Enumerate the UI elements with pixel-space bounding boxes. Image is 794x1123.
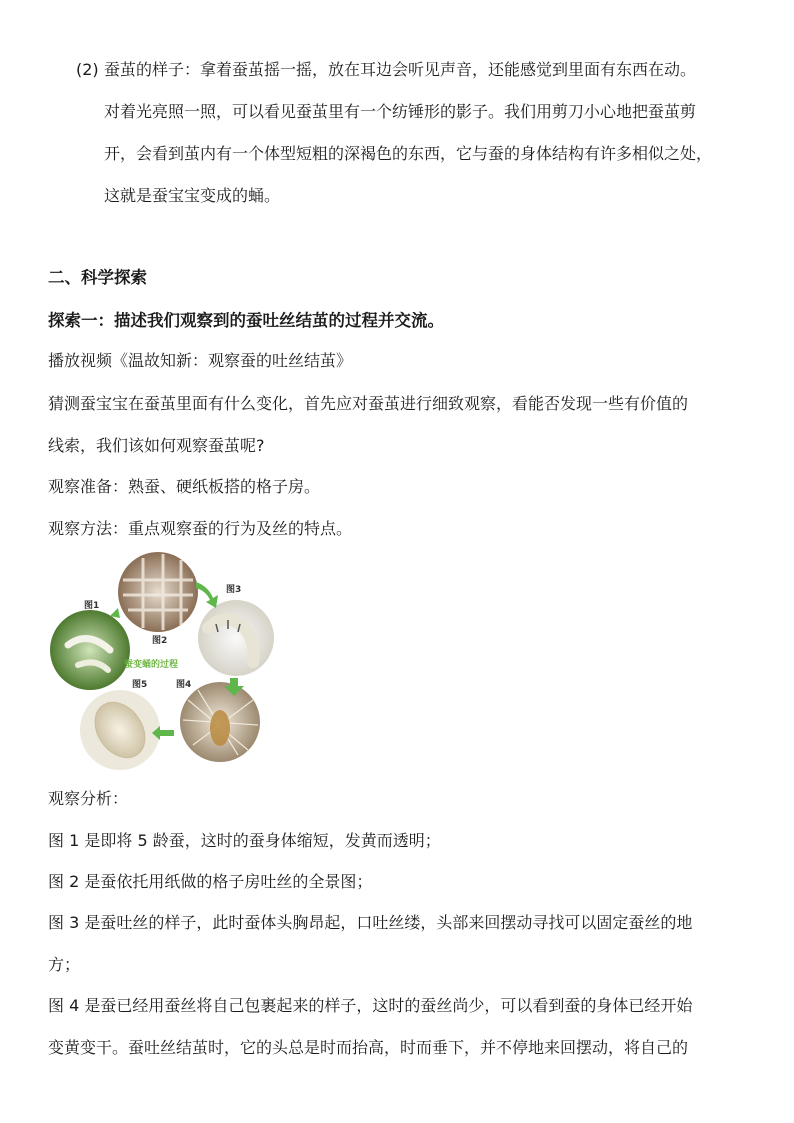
method-line: 观察方法：重点观察蚕的行为及丝的特点。 (48, 519, 353, 538)
paragraph-line: 线索，我们该如何观察蚕茧呢? (48, 436, 265, 455)
prep-line: 观察准备：熟蚕、硬纸板搭的格子房。 (48, 477, 321, 496)
video-line: 播放视频《温故知新：观察蚕的吐丝结茧》 (48, 351, 353, 370)
analysis-line: 图 4 是蚕已经用蚕丝将自己包裹起来的样子，这时的蚕丝尚少，可以看到蚕的身体已经开始 (48, 996, 693, 1015)
paragraph-line: 开，会看到茧内有一个体型短粗的深褐色的东西，它与蚕的身体结构有许多相似之处， (104, 144, 713, 163)
figure-label-2: 图2 (152, 636, 168, 646)
figure-label-4: 图4 (176, 680, 192, 690)
paragraph-line: 这就是蚕宝宝变成的蛹。 (104, 186, 281, 205)
photo-stage-4 (180, 682, 260, 762)
analysis-line: 图 3 是蚕吐丝的样子，此时蚕体头胸昂起，口吐丝缕，头部来回摆动寻找可以固定蚕丝的地 (48, 913, 693, 932)
figure-center-label: 蚕变蛹的过程 (124, 660, 179, 670)
analysis-title: 观察分析： (48, 789, 129, 808)
figure-label-5: 图5 (132, 680, 148, 690)
analysis-line: 方； (48, 955, 81, 974)
photo-stage-5 (80, 690, 160, 770)
section-heading: 二、科学探索 (48, 268, 147, 287)
explore-heading: 探索一：描述我们观察到的蚕吐丝结茧的过程并交流。 (48, 311, 444, 330)
paragraph-line: 蚕茧的样子：拿着蚕茧摇一摇，放在耳边会听见声音，还能感觉到里面有东西在动。 (104, 60, 697, 79)
analysis-line: 图 1 是即将 5 龄蚕，这时的蚕身体缩短，发黄而透明； (48, 831, 441, 850)
analysis-line: 图 2 是蚕依托用纸做的格子房吐丝的全景图； (48, 872, 373, 891)
list-item-number: (2) (76, 60, 99, 79)
figure-label-1: 图1 (84, 601, 100, 611)
photo-stage-3 (198, 600, 274, 676)
paragraph-line: 猜测蚕宝宝在蚕茧里面有什么变化，首先应对蚕茧进行细致观察，看能否发现一些有价值的 (48, 394, 689, 413)
analysis-line: 变黄变干。蚕吐丝结茧时，它的头总是时而抬高，时而垂下，并不停地来回摆动，将自己的 (48, 1038, 689, 1057)
silkworm-cycle-figure (48, 550, 278, 772)
paragraph-line: 对着光亮照一照，可以看见蚕茧里有一个纺锤形的影子。我们用剪刀小心地把蚕茧剪 (104, 102, 697, 121)
photo-stage-2 (118, 552, 198, 632)
photo-stage-1 (50, 610, 130, 690)
figure-label-3: 图3 (226, 585, 242, 595)
